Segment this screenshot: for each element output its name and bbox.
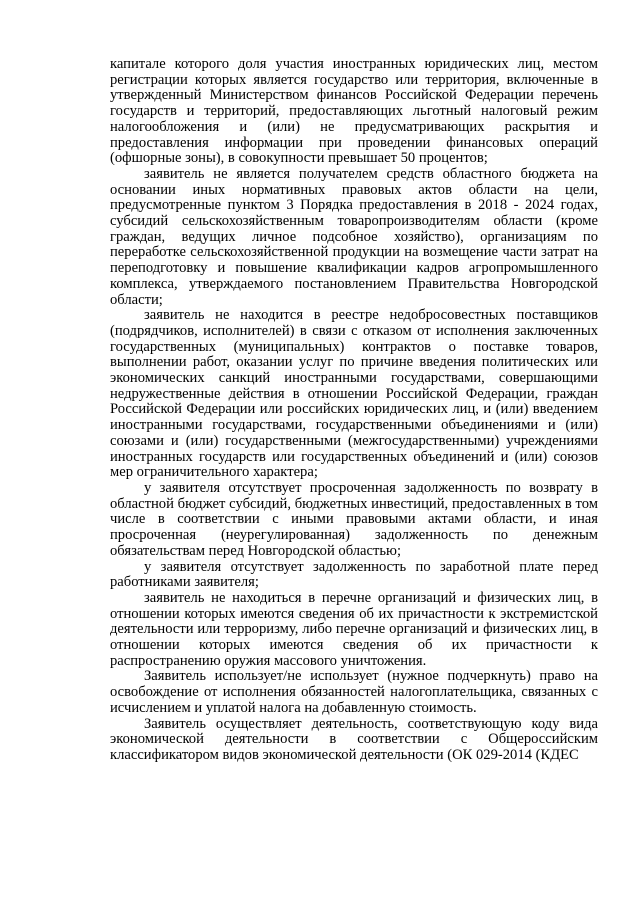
paragraph-no-overdue-budget-debt: у заявителя отсутствует просроченная задолженность по возврату в областной бюджет субсидий, бюджетных инвестиций, предоставленных в том числе в соответствии с иными правовыми актами области, и иная просроченная (неурегулированная) задолженность по денежным обязательствам перед Новгородской областью;: [110, 479, 598, 559]
paragraph-offshore-participation: капитале которого доля участия иностранных юридических лиц, местом регистрации которых является государство или территория, включенные в утвержденный Министерством финансов Российской Федерации перечень государств и территорий, предоставляющих льготный налоговый режим налогообложения и (или) не предусматривающих раскрытия и предоставления информации при проведении финансовых операций (офшорные зоны), в совокупности превышает 50 процентов;: [110, 56, 598, 167]
paragraph-economic-activity-code: Заявитель осуществляет деятельность, соответствующую коду вида экономической деятельности в соответствии с Общероссийским классификатором видов экономической деятельности (ОК 029-2014 (КДЕС: [110, 715, 598, 763]
paragraph-not-budget-recipient: заявитель не является получателем средств областного бюджета на основании иных нормативных правовых актов области на цели, предусмотренные пунктом 3 Порядка предоставления в 2018 - 2024 годах, субсидий сельскохозяйственным товаропроизводителям области (кроме граждан, ведущих личное подсобное хозяйство), организациям по переработке сельскохозяйственной продукции на возмещение части затрат на переподготовку и повышение квалификации кадров агропромышленного комплекса, утверждаемого постановлением Правительства Новгородской области;: [110, 165, 598, 308]
paragraph-vat-exemption: Заявитель использует/не использует (нужное подчеркнуть) право на освобождение от исполнения обязанностей налогоплательщика, связанных с исчислением и уплатой налога на добавленную стоимость.: [110, 668, 598, 716]
paragraph-not-in-extremism-list: заявитель не находиться в перечне организаций и физических лиц, в отношении которых имеются сведения об их причастности к экстремистской деятельности или терроризму, либо перечне организаций и физических лиц, в отношении которых имеются сведения об их причастности к распространению оружия массового уничтожения.: [110, 589, 598, 669]
paragraph-not-in-unfair-suppliers-registry: заявитель не находится в реестре недобросовестных поставщиков (подрядчиков, исполнителей) в связи с отказом от исполнения заключенных государственных (муниципальных) контрактов о поставке товаров, выполнении работ, оказании услуг по причине введения политических или экономических санкций иностранными государствами, совершающими недружественные действия в отношении Российской Федерации, граждан Российской Федерации или российских юридических лиц, и (или) введением иностранными государствами, государственными объединениями и (или) союзами и (или) государственными (межгосударственными) учреждениями иностранных государств или государственных объединений и (или) союзов мер ограничительного характера;: [110, 307, 598, 481]
paragraph-no-wage-arrears: у заявителя отсутствует задолженность по заработной плате перед работниками заявителя;: [110, 558, 598, 591]
document-page: [110, 57, 598, 764]
